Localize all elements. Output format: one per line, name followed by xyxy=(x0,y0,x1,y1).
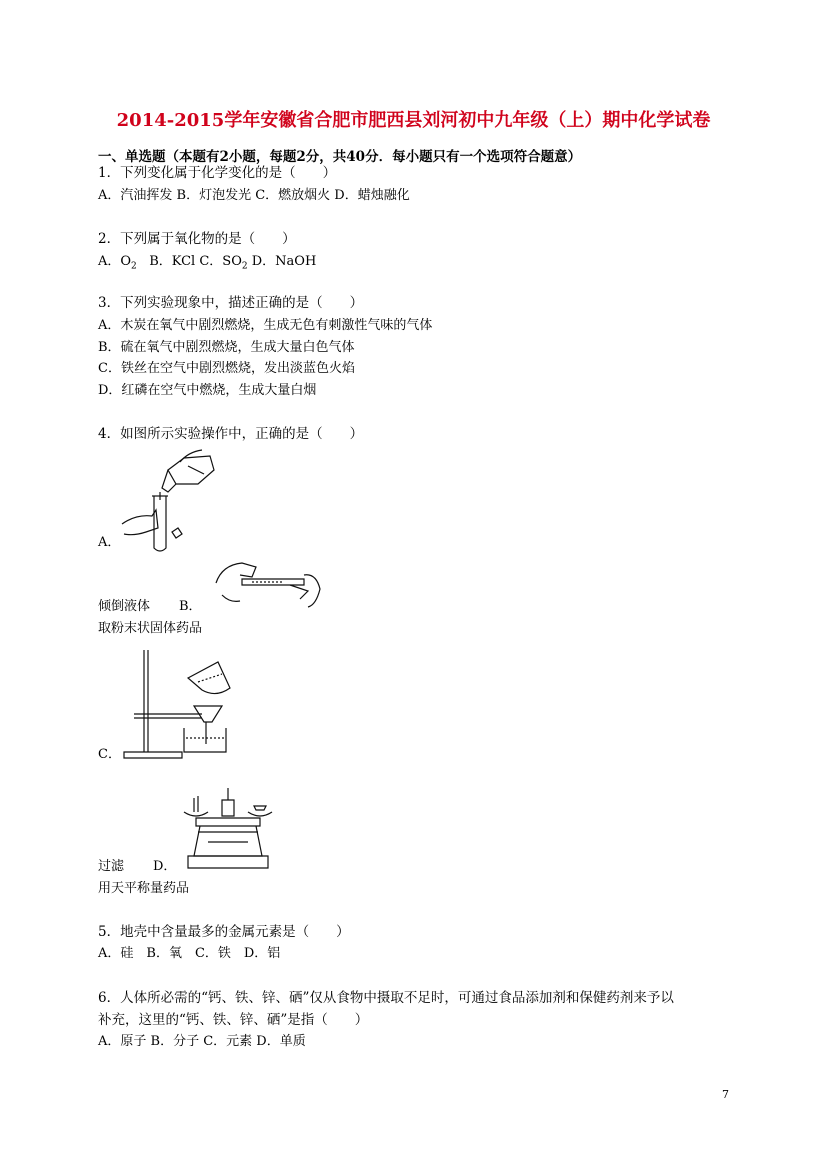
figure-pour-liquid xyxy=(118,448,218,552)
question-3-option-a: A．木炭在氧气中剧烈燃烧，生成无色有刺激性气味的气体 xyxy=(98,318,433,333)
question-5-stem: 5．地壳中含量最多的金属元素是（ ） xyxy=(98,924,350,940)
question-1-stem: 1．下列变化属于化学变化的是（ ） xyxy=(98,165,337,181)
question-6-stem-line1: 6．人体所必需的“钙、铁、锌、硒”仅从食物中摄取不足时，可通过食品添加剂和保健药剂来予以 xyxy=(98,990,674,1006)
question-1-options: A．汽油挥发 B．灯泡发光 C．燃放烟火 D．蜡烛融化 xyxy=(98,188,410,203)
question-3-option-b: B．硫在氧气中剧烈燃烧，生成大量白色气体 xyxy=(98,340,355,355)
question-5-options: A．硅 B．氧 C．铁 D．铝 xyxy=(98,946,281,961)
option-d: D．NaOH xyxy=(251,254,317,269)
question-3-option-d: D．红磷在空气中燃烧，生成大量白烟 xyxy=(98,383,317,398)
figure-filtration xyxy=(118,648,242,760)
question-6-stem-line2: 补充，这里的“钙、铁、锌、硒”是指（ ） xyxy=(98,1012,369,1028)
question-3-option-c: C．铁丝在空气中剧烈燃烧，发出淡蓝色火焰 xyxy=(98,361,355,376)
figure-balance xyxy=(178,786,278,874)
option-c: C．$SO_2$ xyxy=(199,254,248,272)
question-6-options: A．原子 B．分子 C．元素 D．单质 xyxy=(98,1034,306,1049)
option-b: B．KCl xyxy=(149,254,196,269)
question-3-stem: 3．下列实验现象中，描述正确的是（ ） xyxy=(98,295,364,311)
question-4-stem: 4．如图所示实验操作中，正确的是（ ） xyxy=(98,426,364,442)
question-4-option-c-caption: 过滤 D． xyxy=(98,859,177,874)
question-4-option-a-caption: 倾倒液体 B． xyxy=(98,599,202,614)
question-2-options xyxy=(98,253,316,276)
question-4-option-a-letter: A． xyxy=(98,535,121,550)
section-heading: 一、单选题（本题有2小题，每题2分，共40分．每小题只有一个选项符合题意） xyxy=(98,149,582,165)
question-4-option-c-letter: C． xyxy=(98,747,121,762)
page-title: 2014-2015学年安徽省合肥市肥西县刘河初中九年级（上）期中化学试卷 xyxy=(116,110,711,131)
option-a: A．$O_2$ xyxy=(98,254,137,272)
question-4-option-d-caption: 用天平称量药品 xyxy=(98,881,190,896)
page-number: 7 xyxy=(722,1088,729,1101)
question-4-option-b-caption: 取粉末状固体药品 xyxy=(98,621,203,636)
figure-powder-sampling xyxy=(212,555,324,611)
question-2-stem: 2．下列属于氧化物的是（ ） xyxy=(98,231,296,247)
